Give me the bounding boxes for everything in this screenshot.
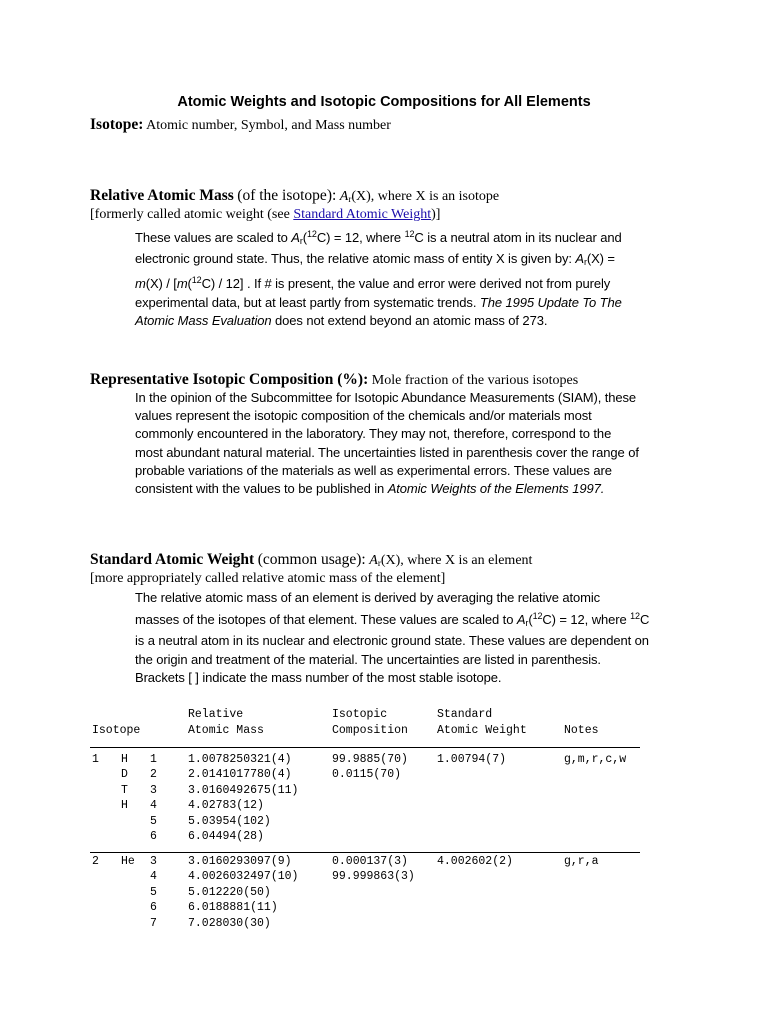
table-row [90, 753, 650, 768]
para-line: probable variations of the materials as well as experimental errors. These values are [135, 462, 612, 478]
isotopic-composition-heading [90, 371, 578, 389]
para-line: the origin and treatment of the material. The uncertainties are listed in parenthesis. [135, 651, 601, 667]
sup-12: 12 [191, 275, 202, 286]
relative-mass-subtitle: (of the isotope): [237, 187, 337, 204]
table-row [90, 870, 650, 885]
para-text: does not extend beyond an atomic mass of 273. [275, 312, 548, 328]
standard-weight-heading [90, 551, 532, 569]
symbol-a: A [369, 553, 378, 568]
carbon: C [414, 230, 424, 245]
mass-number-cell: 4 [150, 799, 157, 813]
mass-number-cell: 3 [150, 855, 157, 868]
para-text: masses of the isotopes of that element. These values are scaled to [135, 612, 514, 628]
italic-ref: The 1995 Update To The [479, 294, 622, 310]
isotopic-composition-paragraph [135, 389, 655, 498]
table-row [90, 815, 650, 830]
atomic-mass-cell: 7.028030(30) [188, 916, 271, 930]
mass-number-cell: 5 [150, 885, 157, 899]
para-text: experimental data, but at least partly from systematic trends. [135, 294, 477, 310]
standard-weight-title: Standard Atomic Weight [90, 551, 255, 568]
para-text: electronic ground state. Thus, the relative atomic mass of entity X is given by: [135, 251, 572, 267]
table-rule [90, 747, 640, 748]
symbol-cell: D [121, 768, 128, 782]
italic-ref: Atomic Mass Evaluation [135, 312, 272, 328]
isotope-definition [90, 116, 391, 134]
atomic-number-cell: 1 [92, 753, 99, 766]
table-row [90, 855, 650, 870]
formula-part: C) / 12] [201, 276, 244, 292]
relative-mass-title: Relative Atomic Mass [90, 187, 234, 204]
paren: ( [187, 276, 192, 292]
standard-weight-cell: 1.00794(7) [437, 753, 507, 766]
note-text: [formerly called atomic weight (see [90, 207, 294, 222]
header-notes: Notes [564, 724, 599, 737]
header-atomic-weight: Atomic Weight [437, 724, 527, 737]
carbon: C [639, 612, 650, 628]
symbol-m: m [176, 276, 188, 292]
mass-number-cell: 1 [150, 753, 157, 766]
atomic-mass-cell: 4.0026032497(10) [188, 870, 299, 884]
sup-12: 12 [404, 229, 415, 239]
relative-mass-heading [90, 187, 499, 205]
sup-12: 12 [630, 611, 640, 622]
symbol-cell: H [121, 799, 128, 813]
standard-atomic-weight-link[interactable]: Standard Atomic Weight [293, 207, 432, 222]
para-text: is a neutral atom in its nuclear and [427, 230, 622, 245]
header-row-2 [90, 724, 650, 739]
notes-cell: g,m,r,c,w [564, 753, 627, 766]
table-row [90, 886, 650, 901]
paren: ( [302, 230, 307, 245]
para-line: is a neutral atom in its nuclear and electronic ground state. These values are dependent on [135, 633, 649, 649]
symbol-x: (X) [380, 553, 401, 568]
para-text: = 12, where [559, 612, 627, 628]
standard-weight-subtitle: (common usage): [257, 551, 366, 568]
isotope-text: Atomic number, Symbol, and Mass number [146, 118, 391, 133]
symbol-sub-r: r [583, 257, 587, 268]
atomic-mass-cell: 4.02783(12) [188, 799, 264, 813]
mass-number-cell: 4 [150, 870, 157, 884]
mass-number-cell: 3 [150, 783, 157, 797]
symbol-sub-r: r [348, 194, 352, 204]
standard-weight-cell: 4.002602(2) [437, 855, 513, 868]
header-relative: Relative [188, 708, 244, 721]
table-rule [90, 852, 640, 853]
composition-cell: 0.0115(70) [332, 768, 402, 782]
header-row-1 [90, 708, 650, 723]
para-text: = 12, where [333, 230, 402, 245]
formula-part: (X) / [ [145, 276, 177, 292]
para-line: most abundant natural material. The uncertainties listed in parenthesis cover the range of [135, 444, 639, 460]
header-standard: Standard [437, 708, 493, 721]
composition-cell: 99.999863(3) [332, 870, 415, 884]
relative-mass-note [90, 207, 440, 223]
note-text-end: )] [431, 207, 441, 222]
composition-cell: 0.000137(3) [332, 855, 408, 868]
atomic-number-cell: 2 [92, 855, 99, 868]
mass-number-cell: 2 [150, 768, 157, 782]
atomic-mass-cell: 5.03954(102) [188, 814, 271, 828]
symbol-a: A [575, 251, 584, 267]
atomic-mass-cell: 3.0160293097(9) [188, 855, 292, 868]
table-row [90, 830, 650, 845]
symbol-x: (X) [586, 251, 604, 267]
mass-number-cell: 5 [150, 814, 157, 828]
carbon: C) [542, 612, 556, 628]
symbol-sub-r: r [299, 236, 303, 246]
isotopic-composition-subtitle: Mole fraction of the various isotopes [371, 373, 579, 388]
symbol-a: A [291, 230, 300, 245]
para-text: consistent with the values to be published in [135, 481, 385, 497]
symbol-a: A [339, 189, 349, 204]
standard-weight-heading-tail: , where X is an element [400, 553, 533, 568]
standard-weight-paragraph [135, 589, 655, 687]
para-text: These values are scaled to [135, 230, 288, 245]
page-title: Atomic Weights and Isotopic Compositions for All Elements [177, 94, 591, 110]
header-isotopic: Isotopic [332, 708, 388, 721]
para-text: . If # is present, the value and error were derived not from purely [246, 276, 611, 292]
atomic-mass-cell: 2.0141017780(4) [188, 768, 292, 782]
standard-weight-note: [more appropriately called relative atomic mass of the element] [90, 571, 446, 586]
symbol-cell: H [121, 753, 128, 766]
notes-cell: g,r,a [564, 855, 599, 868]
symbol-sub-r: r [525, 618, 529, 629]
italic-ref: Atomic Weights of the Elements 1997. [387, 481, 605, 497]
header-composition: Composition [332, 724, 408, 737]
para-line: The relative atomic mass of an element is derived by averaging the relative atomic [135, 590, 601, 605]
atomic-mass-cell: 3.0160492675(11) [188, 783, 299, 797]
atomic-mass-cell: 6.04494(28) [188, 830, 264, 843]
sup-12: 12 [532, 611, 543, 622]
atomic-mass-cell: 6.0188881(11) [188, 901, 278, 915]
mass-number-cell: 6 [150, 901, 157, 915]
paren: ( [528, 612, 533, 628]
symbol-x: (X) [351, 189, 371, 204]
para-line: In the opinion of the Subcommittee for Isotopic Abundance Measurements (SIAM), these [135, 390, 637, 405]
carbon: C) [316, 230, 331, 245]
symbol-cell: He [121, 855, 135, 868]
table-row [90, 768, 650, 783]
relative-mass-heading-tail: , where X is an isotope [370, 189, 500, 204]
atomic-mass-cell: 5.012220(50) [188, 885, 271, 899]
atomic-mass-cell: 1.0078250321(4) [188, 753, 292, 766]
relative-mass-paragraph: These values are scaled to $A_r(^{12}C) = 12$, where $^{12}$C is a neutral atom in its nuclear and electronic ground state. Thus, the relative atomic mass of entity X is given by: $A_r(X)$ = m(X) / [m($^{12}$C) / 12] . If # is present, the value and error were derived not from purely experimental data, but at least partly from systematic trends. The 1995 Update To The Atomic Mass Evaluation does not extend beyond an atomic mass of 273. [135, 229, 622, 328]
table-row [90, 901, 650, 916]
table-row [90, 917, 650, 932]
mass-number-cell: 6 [150, 830, 157, 843]
symbol-cell: T [121, 783, 128, 797]
para-line: commonly encountered in the laboratory. They may not, therefore, correspond to the [135, 426, 612, 442]
header-isotope: Isotope [92, 724, 141, 737]
symbol-m: m [135, 276, 146, 292]
mass-number-cell: 7 [150, 916, 157, 930]
isotopic-composition-title: Representative Isotopic Composition (%): [90, 371, 369, 388]
table-row [90, 799, 650, 814]
table-row [90, 784, 650, 799]
header-atomic-mass: Atomic Mass [188, 724, 264, 737]
para-line: Brackets [ ] indicate the mass number of the most stable isotope. [135, 669, 502, 685]
para-line: values represent the isotopic composition of the chemicals and/or materials most [135, 408, 592, 424]
symbol-sub-r: r [377, 558, 381, 568]
composition-cell: 99.9885(70) [332, 753, 408, 766]
isotope-label: Isotope: [90, 116, 144, 133]
symbol-a: A [516, 612, 526, 628]
sup-12: 12 [307, 229, 317, 239]
